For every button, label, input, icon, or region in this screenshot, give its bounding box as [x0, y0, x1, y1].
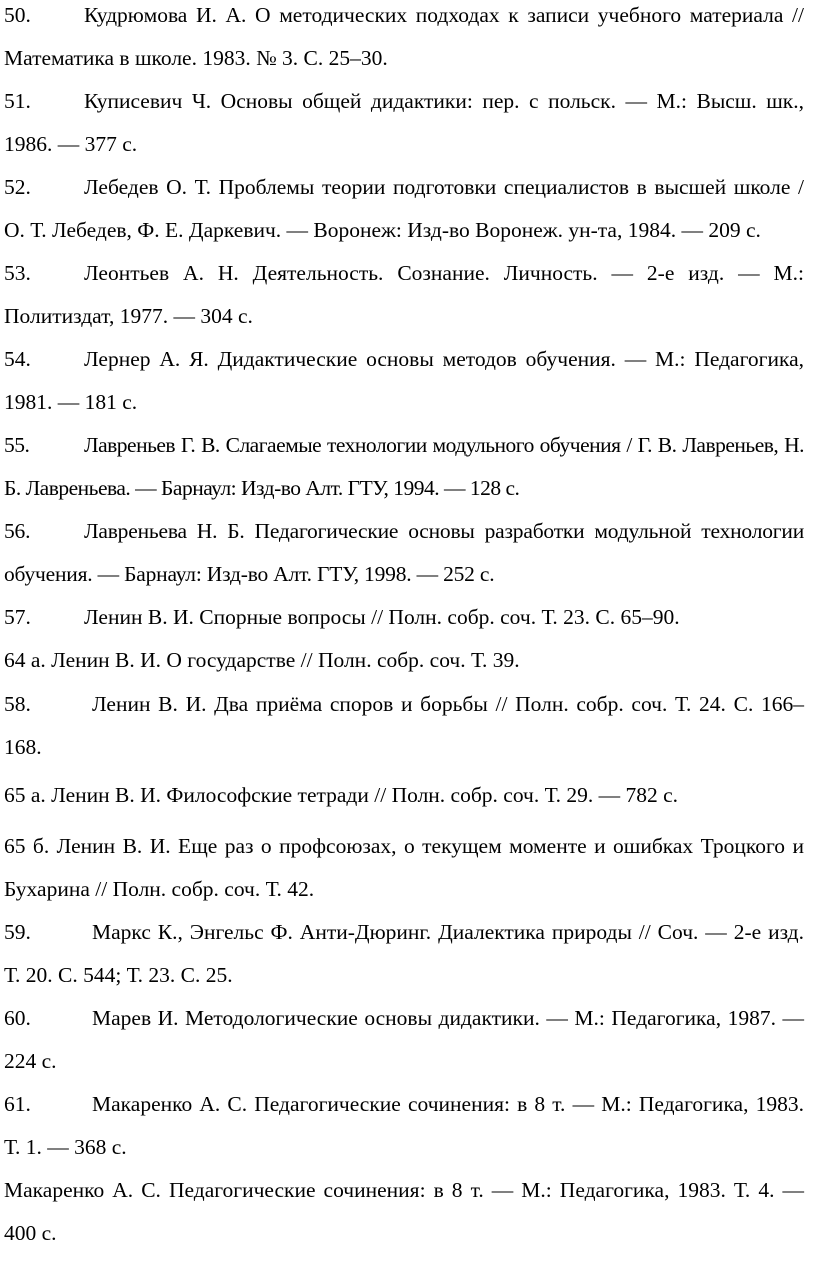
entry-text: Куписевич Ч. Основы общей дидактики: пер. с польск. — М.: Высш. шк., 1986. — 377 с.: [4, 89, 804, 156]
bib-entry-54: [4, 338, 804, 424]
bib-entry-60: [4, 997, 804, 1083]
bib-entry-65b: [4, 825, 804, 911]
entry-text: Леонтьев А. Н. Деятельность. Сознание. Личность. — 2-е изд. — М.: Политиздат, 1977. — 304 с.: [4, 261, 804, 328]
bib-entry-53: [4, 252, 804, 338]
entry-text: Марев И. Методологические основы дидактики. — М.: Педагогика, 1987. — 224 с.: [4, 1006, 804, 1073]
entry-number: 57.: [4, 605, 31, 629]
entry-text: Кудрюмова И. А. О методических подходах к записи учебного материала // Математика в школе. 1983. № 3. С. 25–30.: [4, 3, 804, 70]
entry-text: Лавреньев Г. В. Слагаемые технологии модульного обучения / Г. В. Лавреньев, Н. Б. Лавреньева. — Барнаул: Изд-во Алт. ГТУ, 1994. — 128 с.: [4, 433, 804, 500]
entry-text: Ленин В. И. Два приёма споров и борьбы // Полн. собр. соч. Т. 24. С. 166–168.: [4, 692, 804, 759]
entry-number: 56.: [4, 519, 31, 543]
entry-number: 53.: [4, 261, 31, 285]
entry-text: Лернер А. Я. Дидактические основы методов обучения. — М.: Педагогика, 1981. — 181 с.: [4, 347, 804, 414]
entry-number: 60.: [4, 1006, 31, 1030]
entry-text: Маркс К., Энгельс Ф. Анти-Дюринг. Диалектика природы // Соч. — 2-е изд. Т. 20. С. 544; Т. 23. С. 25.: [4, 920, 804, 987]
entry-number: 52.: [4, 175, 31, 199]
bib-entry-51: [4, 80, 804, 166]
entry-number: 61.: [4, 1092, 31, 1116]
entry-text: Лебедев О. Т. Проблемы теории подготовки специалистов в высшей школе / О. Т. Лебедев, Ф. Е. Даркевич. — Воронеж: Изд-во Воронеж. ун-та, 1984. — 209 с.: [4, 175, 804, 242]
entry-text: 65 б. Ленин В. И. Еще раз о профсоюзах, о текущем моменте и ошибках Троцкого и Бухарина // Полн. собр. соч. Т. 42.: [4, 834, 804, 901]
bib-entry-61: [4, 1083, 804, 1169]
bib-entry-55: [4, 424, 804, 510]
entry-text: Лавреньева Н. Б. Педагогические основы разработки модульной технологии обучения. — Барнаул: Изд-во Алт. ГТУ, 1998. — 252 с.: [4, 519, 804, 586]
entry-text: 65 а. Ленин В. И. Философские тетради // Полн. собр. соч. Т. 29. — 782 с.: [4, 783, 678, 807]
bib-entry-50: [4, 0, 804, 80]
entry-text: 64 а. Ленин В. И. О государстве // Полн. собр. соч. Т. 39.: [4, 648, 520, 672]
entry-text: Макаренко А. С. Педагогические сочинения: в 8 т. — М.: Педагогика, 1983. Т. 4. — 400 с.: [4, 1178, 804, 1245]
bib-entry-58: [4, 683, 804, 769]
bib-entry-65a: [4, 774, 804, 817]
entry-number: 54.: [4, 347, 31, 371]
entry-text: Ленин В. И. Спорные вопросы // Полн. собр. соч. Т. 23. С. 65–90.: [84, 605, 680, 629]
entry-number: 50.: [4, 3, 31, 27]
bib-entry-61-cont: [4, 1169, 804, 1255]
entry-number: 55.: [4, 433, 30, 457]
bib-entry-57: [4, 596, 804, 639]
bib-entry-64a: [4, 639, 804, 682]
entry-text: Макаренко А. С. Педагогические сочинения: в 8 т. — М.: Педагогика, 1983. Т. 1. — 368 с.: [4, 1092, 804, 1159]
entry-number: 58.: [4, 692, 31, 716]
bib-entry-59: [4, 911, 804, 997]
entry-number: 51.: [4, 89, 31, 113]
bib-entry-56: [4, 510, 804, 596]
entry-number: 59.: [4, 920, 31, 944]
bib-entry-52: [4, 166, 804, 252]
